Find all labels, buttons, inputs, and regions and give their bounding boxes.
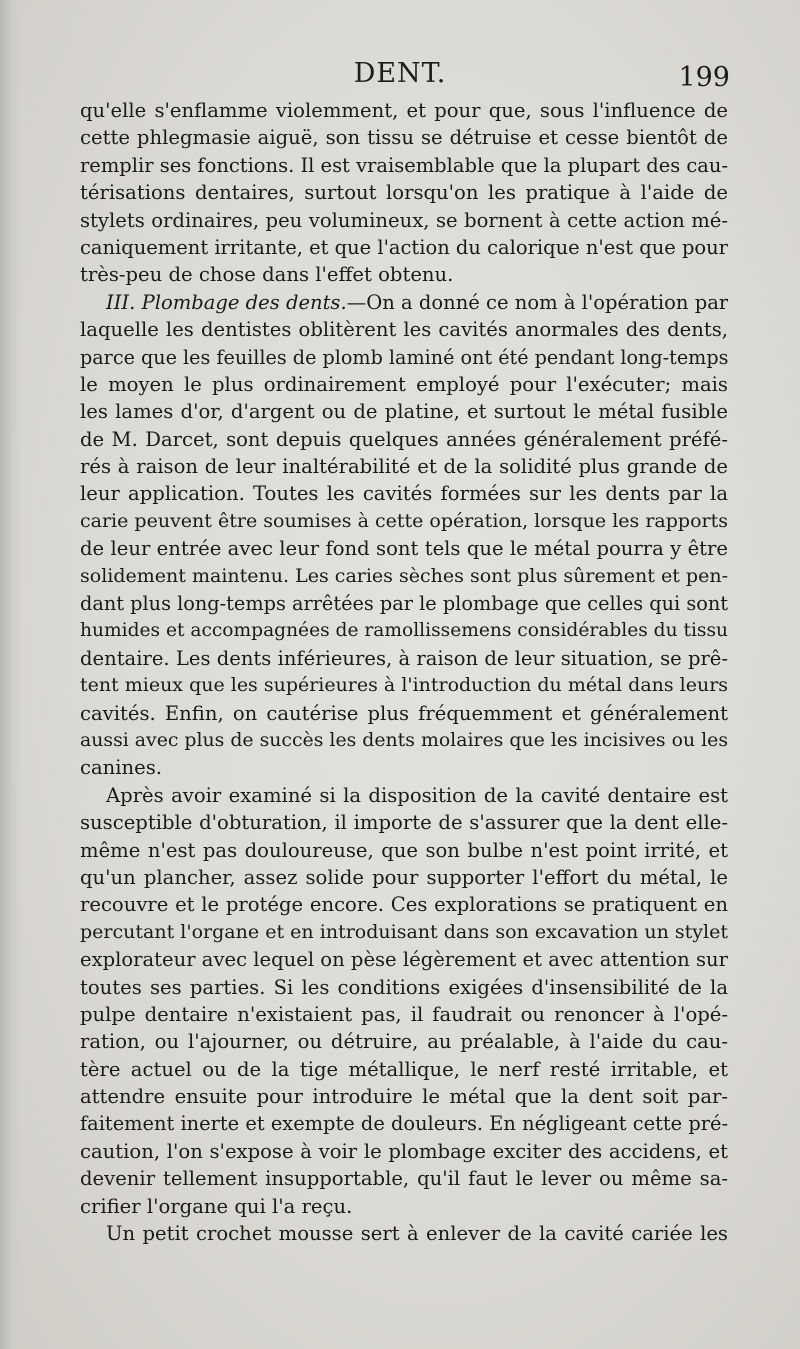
text-line: remplir ses fonctions. Il est vraisemblable que la plupart des cau- <box>80 153 728 177</box>
text-line: même n'est pas douloureuse, que son bulbe n'est point irrité, et <box>80 838 728 862</box>
text-line: leur application. Toutes les cavités formées sur les dents par la <box>80 482 728 506</box>
text-line: rés à raison de leur inaltérabilité et de la solidité plus grande de <box>80 455 728 479</box>
text-line: parce que les feuilles de plomb laminé ont été pendant long-temps <box>80 345 728 369</box>
text-line: les lames d'or, d'argent ou de platine, et surtout le métal fusible <box>80 400 728 424</box>
text-line: pulpe dentaire n'existaient pas, il faudrait ou renoncer à l'opé- <box>80 1002 728 1026</box>
text-line: ration, ou l'ajourner, ou détruire, au préalable, à l'aide du cau- <box>80 1030 728 1054</box>
text-line: devenir tellement insupportable, qu'il faut le lever ou même sa- <box>80 1167 728 1191</box>
text-line: canines. <box>80 756 163 780</box>
body-text <box>80 97 728 1247</box>
text-line: térisations dentaires, surtout lorsqu'on les pratique à l'aide de <box>80 181 728 205</box>
text-line: crifier l'organe qui l'a reçu. <box>80 1194 353 1218</box>
page-number: 199 <box>678 62 730 93</box>
section-first-line-text: —On a donné ce nom à l'opération par <box>346 290 728 314</box>
text-line: dentaire. Les dents inférieures, à raison de leur situation, se prê- <box>80 646 728 670</box>
text-line: Après avoir examiné si la disposition de la cavité dentaire est <box>106 783 728 807</box>
text-line: toutes ses parties. Si les conditions exigées d'insensibilité de la <box>80 975 728 999</box>
text-line: caution, l'on s'expose à voir le plombage exciter des accidens, et <box>80 1139 728 1163</box>
paragraph <box>80 1220 728 1247</box>
text-line: dant plus long-temps arrêtées par le plombage que celles qui sont <box>80 592 728 616</box>
running-title: DENT. <box>353 58 447 89</box>
text-line: carie peuvent être soumises à cette opération, lorsque les rapports <box>80 509 728 532</box>
page-header <box>0 58 800 98</box>
text-line: tère actuel ou de la tige métallique, le nerf resté irritable, et <box>80 1057 728 1081</box>
text-line: solidement maintenu. Les caries sèches sont plus sûrement et pen- <box>80 564 728 587</box>
text-line: le moyen le plus ordinairement employé pour l'exécuter; mais <box>80 372 728 396</box>
text-line: tent mieux que les supérieures à l'introduction du métal dans leurs <box>80 674 728 697</box>
text-line: très-peu de chose dans l'effet obtenu. <box>80 263 454 287</box>
text-line: cavités. Enfin, on cautérise plus fréquemment et généralement <box>80 701 728 725</box>
section-heading: III. Plombage des dents. <box>106 290 347 314</box>
text-line: qu'elle s'enflamme violemment, et pour que, sous l'influence de <box>80 99 728 122</box>
text-line: attendre ensuite pour introduire le métal que la dent soit par- <box>80 1085 728 1109</box>
text-line: qu'un plancher, assez solide pour supporter l'effort du métal, le <box>80 865 728 889</box>
section-first-line <box>80 289 728 316</box>
binding-shadow <box>0 0 22 1349</box>
text-line: explorateur avec lequel on pèse légèrement et avec attention sur <box>80 948 728 972</box>
text-line: susceptible d'obturation, il importe de s'assurer que la dent elle- <box>80 811 728 835</box>
text-line: faitement inerte et exempte de douleurs. En négligeant cette pré- <box>80 1112 728 1136</box>
text-line: humides et accompagnées de ramollissemens considérables du tissu <box>80 620 728 642</box>
text-line: percutant l'organe et en introduisant dans son excavation un stylet <box>80 920 728 943</box>
text-line: stylets ordinaires, peu volumineux, se bornent à cette action mé- <box>80 208 728 232</box>
paragraph <box>80 97 728 289</box>
text-line: de M. Darcet, sont depuis quelques années généralement préfé- <box>80 427 728 451</box>
paragraph <box>80 782 728 1220</box>
text-line: caniquement irritante, et que l'action du calorique n'est que pour <box>80 235 728 259</box>
text-line: aussi avec plus de succès les dents molaires que les incisives ou les <box>80 728 728 751</box>
text-line: de leur entrée avec leur fond sont tels que le métal pourra y être <box>80 537 728 561</box>
text-line: recouvre et le protége encore. Ces explorations se pratiquent en <box>80 893 728 917</box>
text-line: Un petit crochet mousse sert à enlever de la cavité cariée les <box>106 1222 728 1246</box>
paragraph <box>80 289 728 782</box>
text-line: cette phlegmasie aiguë, son tissu se détruise et cesse bientôt de <box>80 126 728 150</box>
text-line: laquelle les dentistes oblitèrent les cavités anormales des dents, <box>80 318 728 342</box>
